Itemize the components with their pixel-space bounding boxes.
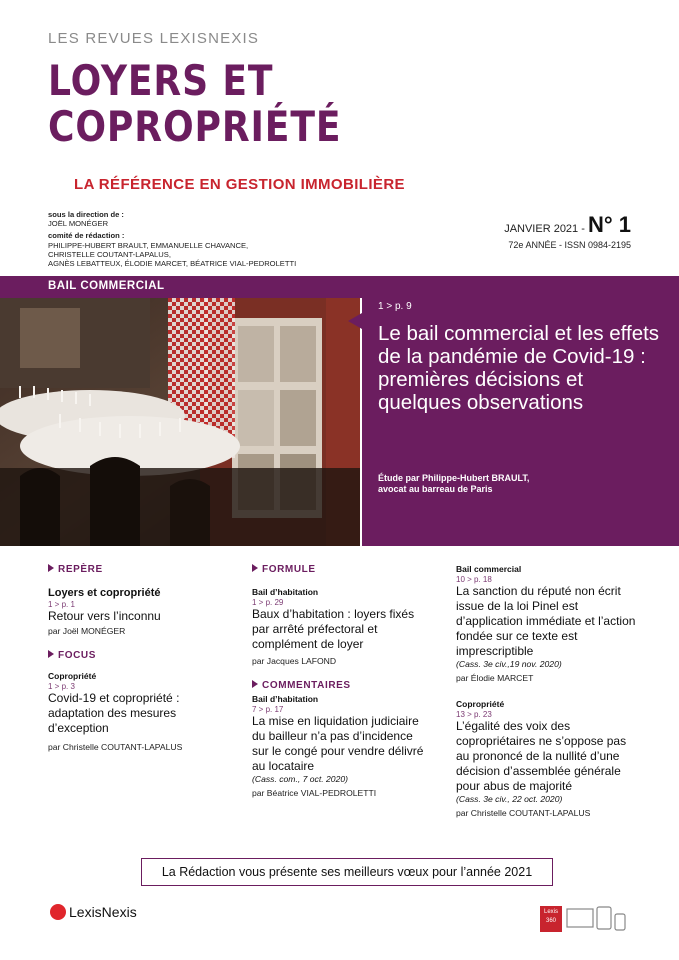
feature-author [378,473,668,495]
triangle-icon [252,564,258,572]
issue-number: N° 1 [587,212,631,237]
formule-heading: FORMULE [252,564,432,575]
triangle-icon [48,650,54,658]
feature-author-line2: avocat au barreau de Paris [378,484,493,494]
focus-ref: 1 > p. 3 [48,682,75,691]
tagline: LA RÉFÉRENCE EN GESTION IMMOBILIÈRE [74,176,405,193]
lexis360-badge: Lexis 360 [540,906,562,932]
formule-title[interactable]: Baux d’habitation : loyers fixés par arrêté préfectoral et complément de loyer [252,607,415,651]
a1-title[interactable]: La sanction du réputé non écrit issue de la loi Pinel est d’application immédiate et l’action fondée sur ce texte est imprescriptible [456,584,636,658]
restaurant-photo [0,298,360,546]
focus-category: Copropriété [48,671,97,681]
journal-title-line1: LOYERS ET [48,56,274,105]
director-name: JOËL MONÉGER [48,219,109,229]
comm-category: Bail d’habitation [252,694,319,704]
repere-title[interactable]: Retour vers l’inconnu [48,609,161,623]
feature-ref: 1 > p. 9 [378,301,412,312]
greetings-box: La Rédaction vous présente ses meilleurs vœux pour l’année 2021 [141,858,553,886]
a2-title[interactable]: L’égalité des voix des copropriétaires ne s’oppose pas au prononcé de la nullité d’une décision d’assemblée générale pour abus de majorité [456,719,627,793]
feature-author-line1: Étude par Philippe-Hubert BRAULT, [378,473,530,483]
issue-meta: 72e ANNÉE - ISSN 0984-2195 [508,240,631,250]
focus-title[interactable]: Covid-19 et copropriété : adaptation des mesures d’exception [48,691,180,735]
formule-category: Bail d’habitation [252,587,319,597]
a2-author: par Christelle COUTANT-LAPALUS [456,808,591,818]
commentaires-heading: COMMENTAIRES [252,680,432,691]
issue-info [504,212,631,250]
committee-line1: PHILIPPE-HUBERT BRAULT, EMMANUELLE CHAVANCE, [48,240,249,250]
focus-heading: FOCUS [48,650,228,661]
comm-ref: 7 > p. 17 [252,705,284,714]
a1-category: Bail commercial [456,564,522,574]
column-3 [456,564,641,818]
series-label: LES REVUES LEXISNEXIS [48,30,260,47]
section-band-label: BAIL COMMERCIAL [48,280,165,292]
a1-author: par Élodie MARCET [456,673,534,683]
comm-citation: (Cass. com., 7 oct. 2020) [252,774,348,784]
cover-photo [0,298,360,546]
lexisnexis-logo: LexisNexis [50,904,137,920]
feature-notch [348,313,362,329]
a1-ref: 10 > p. 18 [456,575,492,584]
focus-author: par Christelle COUTANT-LAPALUS [48,742,183,752]
triangle-icon [252,680,258,688]
triangle-icon [48,564,54,572]
a1-citation: (Cass. 3e civ.,19 nov. 2020) [456,659,562,669]
committee-line3: AGNÈS LEBATTEUX, ÉLODIE MARCET, BÉATRICE VIAL-PEDROLETTI [48,259,297,269]
journal-title-line2: COPROPRIÉTÉ [48,102,342,151]
devices-icon [566,906,630,932]
a2-citation: (Cass. 3e civ., 22 oct. 2020) [456,794,563,804]
direction-label: sous la direction de : [48,210,124,219]
committee-label: comité de rédaction : [48,231,125,241]
repere-author: par Joël MONÉGER [48,626,126,636]
repere-heading: REPÈRE [48,564,228,575]
comm-title[interactable]: La mise en liquidation judiciaire du bailleur n’a pas d’incidence sur le congé pour vendre délivré au locataire [252,714,424,773]
comm-author: par Béatrice VIAL-PEDROLETTI [252,788,377,798]
logo-mark-icon [50,904,66,920]
formule-author: par Jacques LAFOND [252,656,337,666]
a2-category: Copropriété [456,699,505,709]
column-1 [48,564,228,752]
feature-title[interactable]: Le bail commercial et les effets de la pandémie de Covid-19 : premières décisions et quelques observations [378,322,660,414]
a2-ref: 13 > p. 23 [456,710,492,719]
issue-date: JANVIER 2021 - [504,223,585,235]
committee-line2: CHRISTELLE COUTANT-LAPALUS, [48,249,171,259]
formule-ref: 1 > p. 29 [252,598,284,607]
column-2 [252,564,432,798]
repere-ref: 1 > p. 1 [48,600,75,609]
repere-category: Loyers et copropriété [48,587,161,599]
journal-title [48,58,341,150]
editorial-board [48,210,296,268]
